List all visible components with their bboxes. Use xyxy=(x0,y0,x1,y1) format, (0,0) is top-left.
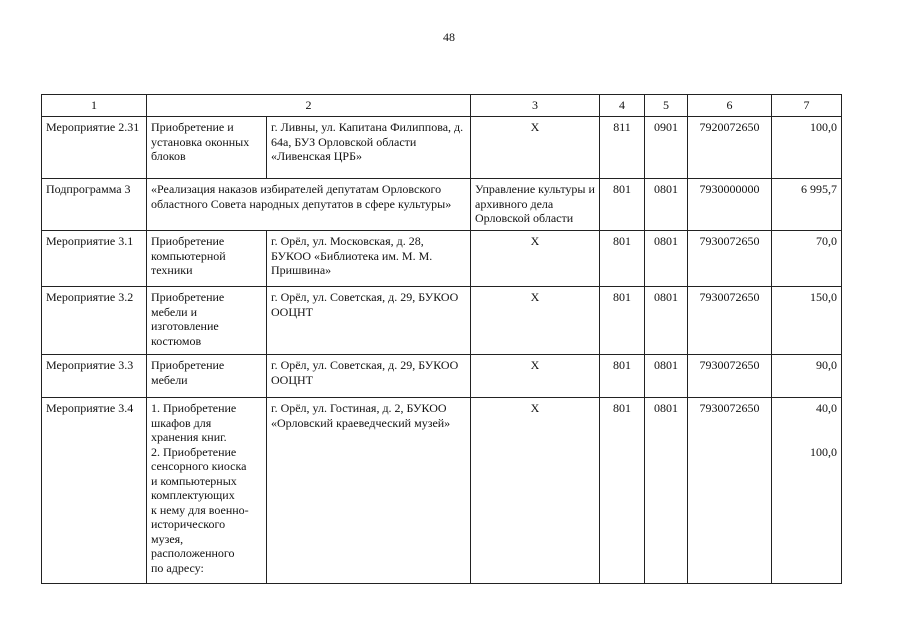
code-col-6-cell: 7930072650 xyxy=(688,231,772,287)
code-col-4-cell: 801 xyxy=(600,398,645,584)
name-line: комплектующих xyxy=(151,488,235,502)
page-number: 48 xyxy=(443,30,455,44)
name-line: хранения книг. xyxy=(151,430,227,444)
name-line: исторического xyxy=(151,517,226,531)
event-cell: Мероприятие 3.4 xyxy=(42,398,147,584)
subprogram-description-cell: «Реализация наказов избирателей депутатам Орловского областного Совета народных депутатов в сфере культуры» xyxy=(147,179,471,231)
budget-table xyxy=(41,94,842,584)
code-col-4-cell: 801 xyxy=(600,179,645,231)
header-col-5: 5 xyxy=(645,95,688,117)
event-cell: Мероприятие 3.2 xyxy=(42,287,147,355)
table-row xyxy=(42,287,842,355)
amount-line: 100,0 xyxy=(810,444,837,459)
amount-line: 40,0 xyxy=(816,401,837,415)
header-col-2: 2 xyxy=(147,95,471,117)
event-cell: Мероприятие 3.1 xyxy=(42,231,147,287)
code-col-4-cell: 801 xyxy=(600,287,645,355)
event-cell: Подпрограмма 3 xyxy=(42,179,147,231)
name-line: расположенного xyxy=(151,546,235,560)
amount-cell xyxy=(772,398,842,584)
executor-cell: Х xyxy=(471,287,600,355)
code-col-6-cell: 7930072650 xyxy=(688,287,772,355)
header-col-6: 6 xyxy=(688,95,772,117)
executor-cell: Управление культуры и архивного дела Орловской области xyxy=(471,179,600,231)
header-col-4: 4 xyxy=(600,95,645,117)
code-col-4-cell: 811 xyxy=(600,117,645,179)
header-col-7: 7 xyxy=(772,95,842,117)
name-cell: Приобретение мебели xyxy=(147,355,267,398)
table-row xyxy=(42,355,842,398)
name-line: музея, xyxy=(151,531,184,546)
address-cell: г. Орёл, ул. Гостиная, д. 2, БУКОО «Орловский краеведческий музей» xyxy=(267,398,471,584)
name-line: сенсорного киоска xyxy=(151,459,247,473)
code-col-5-cell: 0801 xyxy=(645,231,688,287)
name-line: к нему для военно- xyxy=(151,502,249,517)
name-cell: Приобретение компьютерной техники xyxy=(147,231,267,287)
code-col-4-cell: 801 xyxy=(600,231,645,287)
address-cell: г. Ливны, ул. Капитана Филиппова, д. 64а, БУЗ Орловской области «Ливенская ЦРБ» xyxy=(267,117,471,179)
code-col-6-cell: 7930000000 xyxy=(688,179,772,231)
name-line: и компьютерных xyxy=(151,473,237,488)
code-col-4-cell: 801 xyxy=(600,355,645,398)
event-cell: Мероприятие 3.3 xyxy=(42,355,147,398)
code-col-6-cell: 7930072650 xyxy=(688,355,772,398)
code-col-6-cell: 7930072650 xyxy=(688,398,772,584)
executor-cell: Х xyxy=(471,117,600,179)
address-cell: г. Орёл, ул. Советская, д. 29, БУКОО ООЦНТ xyxy=(267,287,471,355)
executor-cell: Х xyxy=(471,231,600,287)
code-col-5-cell: 0801 xyxy=(645,398,688,584)
address-cell: г. Орёл, ул. Московская, д. 28, БУКОО «Библиотека им. М. М. Пришвина» xyxy=(267,231,471,287)
code-col-5-cell: 0801 xyxy=(645,179,688,231)
name-cell xyxy=(147,398,267,584)
table-row xyxy=(42,398,842,584)
header-col-1: 1 xyxy=(42,95,147,117)
header-row xyxy=(42,95,842,117)
executor-cell: Х xyxy=(471,398,600,584)
name-line: по адресу: xyxy=(151,560,204,575)
code-col-6-cell: 7920072650 xyxy=(688,117,772,179)
amount-cell: 6 995,7 xyxy=(772,179,842,231)
address-cell: г. Орёл, ул. Советская, д. 29, БУКОО ООЦНТ xyxy=(267,355,471,398)
amount-cell: 70,0 xyxy=(772,231,842,287)
table-row xyxy=(42,117,842,179)
name-line: 2. Приобретение xyxy=(151,444,237,459)
header-col-3: 3 xyxy=(471,95,600,117)
code-col-5-cell: 0801 xyxy=(645,287,688,355)
name-line: шкафов для xyxy=(151,415,212,430)
code-col-5-cell: 0901 xyxy=(645,117,688,179)
code-col-5-cell: 0801 xyxy=(645,355,688,398)
table-row xyxy=(42,179,842,231)
amount-spacer xyxy=(776,416,837,445)
amount-cell: 90,0 xyxy=(772,355,842,398)
name-cell: Приобретение мебели и изготовление костюмов xyxy=(147,287,267,355)
amount-cell: 150,0 xyxy=(772,287,842,355)
name-cell: Приобретение и установка оконных блоков xyxy=(147,117,267,179)
executor-cell: Х xyxy=(471,355,600,398)
amount-cell: 100,0 xyxy=(772,117,842,179)
name-line: 1. Приобретение xyxy=(151,401,237,415)
table-row xyxy=(42,231,842,287)
event-cell: Мероприятие 2.31 xyxy=(42,117,147,179)
